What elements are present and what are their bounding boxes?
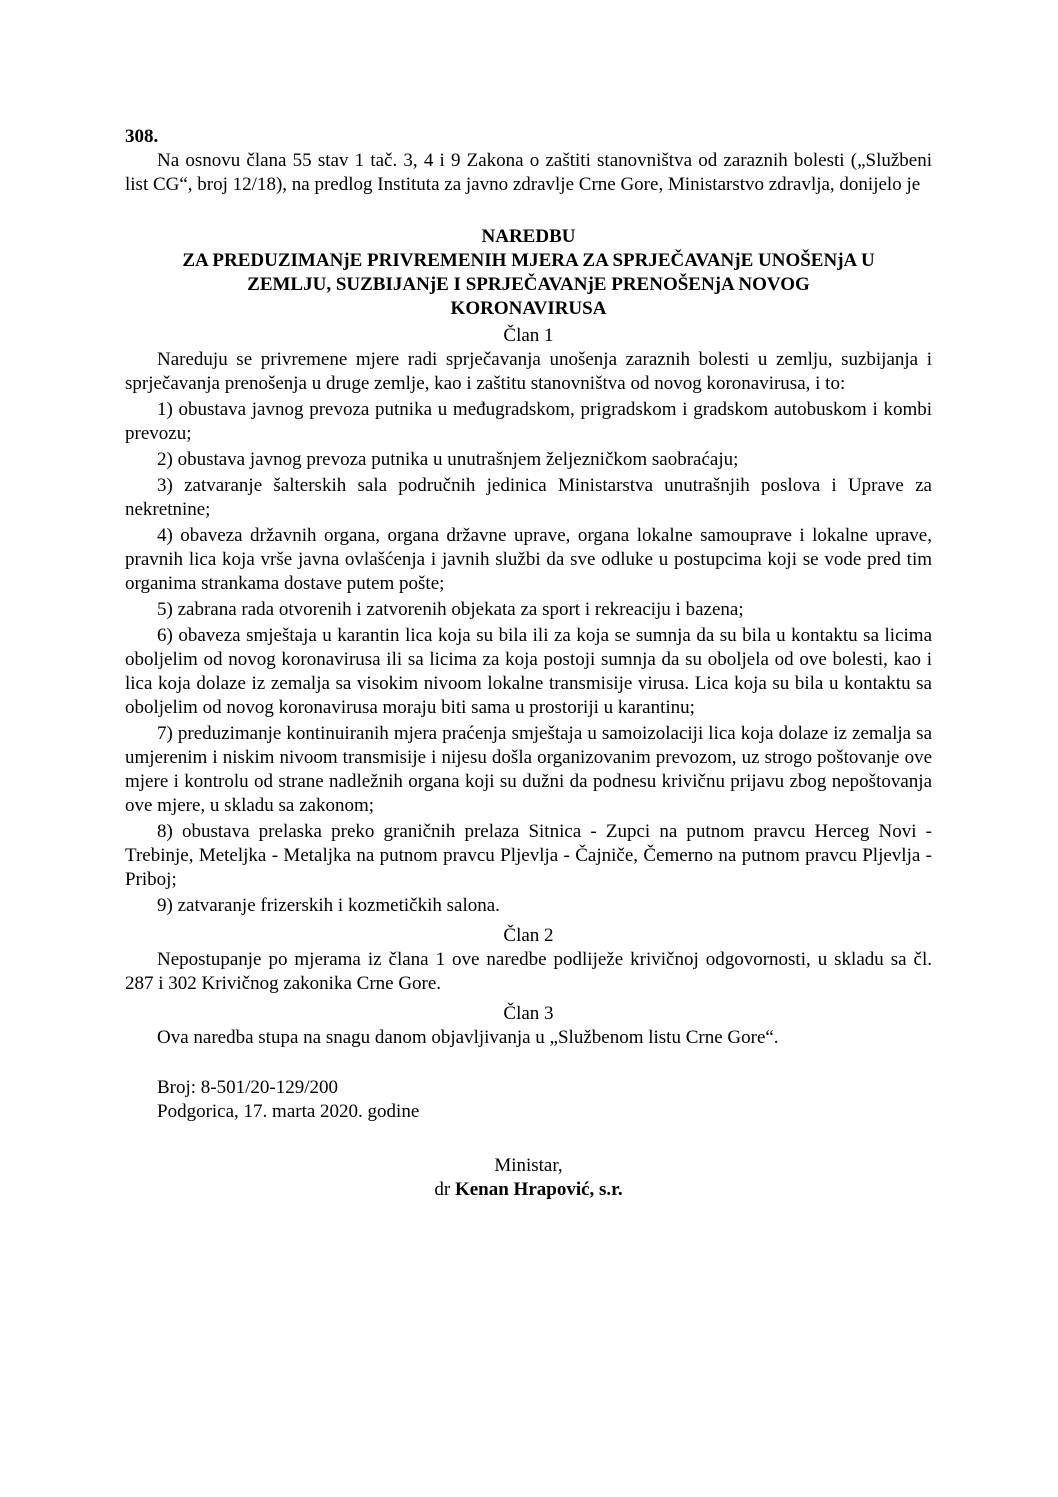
signature-name: Kenan Hrapović, s.r. [454,1179,623,1200]
title-line-3: ZEMLJU, SUZBIJANjE I SPRJEČAVANjE PRENOŠENjA NOVOG [247,274,810,295]
signature-prefix: dr [434,1179,455,1200]
document-title [125,225,932,321]
signature-block [125,1154,932,1202]
title-line-1: NAREDBU [481,226,576,247]
list-item: 1) obustava javnog prevoza putnika u međugradskom, prigradskom i gradskom autobuskom i kombi prevozu; [125,399,932,444]
list-item: 8) obustava prelaska preko graničnih prelaza Sitnica - Zupci na putnom pravcu Herceg Novi - Trebinje, Meteljka - Metaljka na putnom pravcu Pljevlja - Čajniče, Čemerno na putnom pravcu Pljevlja - Priboj; [125,821,932,890]
list-item: 3) zatvaranje šalterskih sala područnih jedinica Ministarstva unutrašnjih poslova i Uprave za nekretnine; [125,475,932,520]
list-item: 9) zatvaranje frizerskih i kozmetičkih salona. [157,895,500,916]
article-1-intro: Nareduju se privremene mjere radi sprječavanja unošenja zaraznih bolesti u zemlju, suzbijanja i sprječavanja prenošenja u druge zemlje, kao i zaštitu stanovništva od novog koronavirusa, i to: [125,349,932,394]
article-2-heading: Član 2 [503,925,554,946]
list-item: 7) preduzimanje kontinuiranih mjera praćenja smještaja u samoizolaciji lica koja dolaze iz zemalja sa umjerenim i niskim nivoom transmisije i nijesu došla organizovanim prevozom, uz strogo poštovanje ove mjere i kontrolu od strane nadležnih organa koji su dužni da podnesu krivičnu prijavu zbog nepoštovanja ove mjere, u skladu sa zakonom; [125,723,932,816]
document-footer [125,1076,932,1124]
article-1-heading: Član 1 [503,325,554,346]
article-2-text: Nepostupanje po mjerama iz člana 1 ove naredbe podliježe krivičnoj odgovornosti, u skladu sa čl. 287 i 302 Krivičnog zakonika Crne Gore. [125,949,932,994]
title-line-2: ZA PREDUZIMANjE PRIVREMENIH MJERA ZA SPRJEČAVANjE UNOŠENjA U [182,250,875,271]
document-page [125,125,932,1202]
preamble: Na osnovu člana 55 stav 1 tač. 3, 4 i 9 Zakona o zaštiti stanovništva od zaraznih bolesti („Službeni list CG“, broj 12/18), na predlog Instituta za javno zdravlje Crne Gore, Ministarstvo zdravlja, donijelo je [125,150,932,195]
list-item: 5) zabrana rada otvorenih i zatvorenih objekata za sport i rekreaciju i bazena; [157,599,744,620]
list-item: 6) obaveza smještaja u karantin lica koja su bila ili za koja se sumnja da su bila u kontaktu sa licima oboljelim od novog koronavirusa ili sa licima za koja postoji sumnja da su oboljela od ove bolesti, kao i lica koja dolaze iz zemalja sa visokim nivoom lokalne transmisije virusa. Lica koja su bila u kontaktu sa oboljelim od novog koronavirusa moraju biti sama u prostoriji u karantinu; [125,625,932,718]
reference-number: Broj: 8-501/20-129/200 [157,1077,339,1098]
list-item: 2) obustava javnog prevoza putnika u unutrašnjem željezničkom saobraćaju; [157,449,739,470]
article-3-text: Ova naredba stupa na snagu danom objavljivanja u „Službenom listu Crne Gore“. [157,1027,779,1048]
title-line-4: KORONAVIRUSA [450,298,607,319]
article-1-items [125,398,932,918]
document-number: 308. [125,126,159,147]
signature-title: Ministar, [494,1155,563,1176]
place-date: Podgorica, 17. marta 2020. godine [157,1101,420,1122]
signature-name-line [125,1178,932,1202]
article-3-heading: Član 3 [503,1003,554,1024]
list-item: 4) obaveza državnih organa, organa državne uprave, organa lokalne samouprave i lokalne uprave, pravnih lica koja vrše javna ovlašćenja i javnih službi da sve odluke u postupcima koji se vode pred tim organima strankama dostave putem pošte; [125,525,932,594]
